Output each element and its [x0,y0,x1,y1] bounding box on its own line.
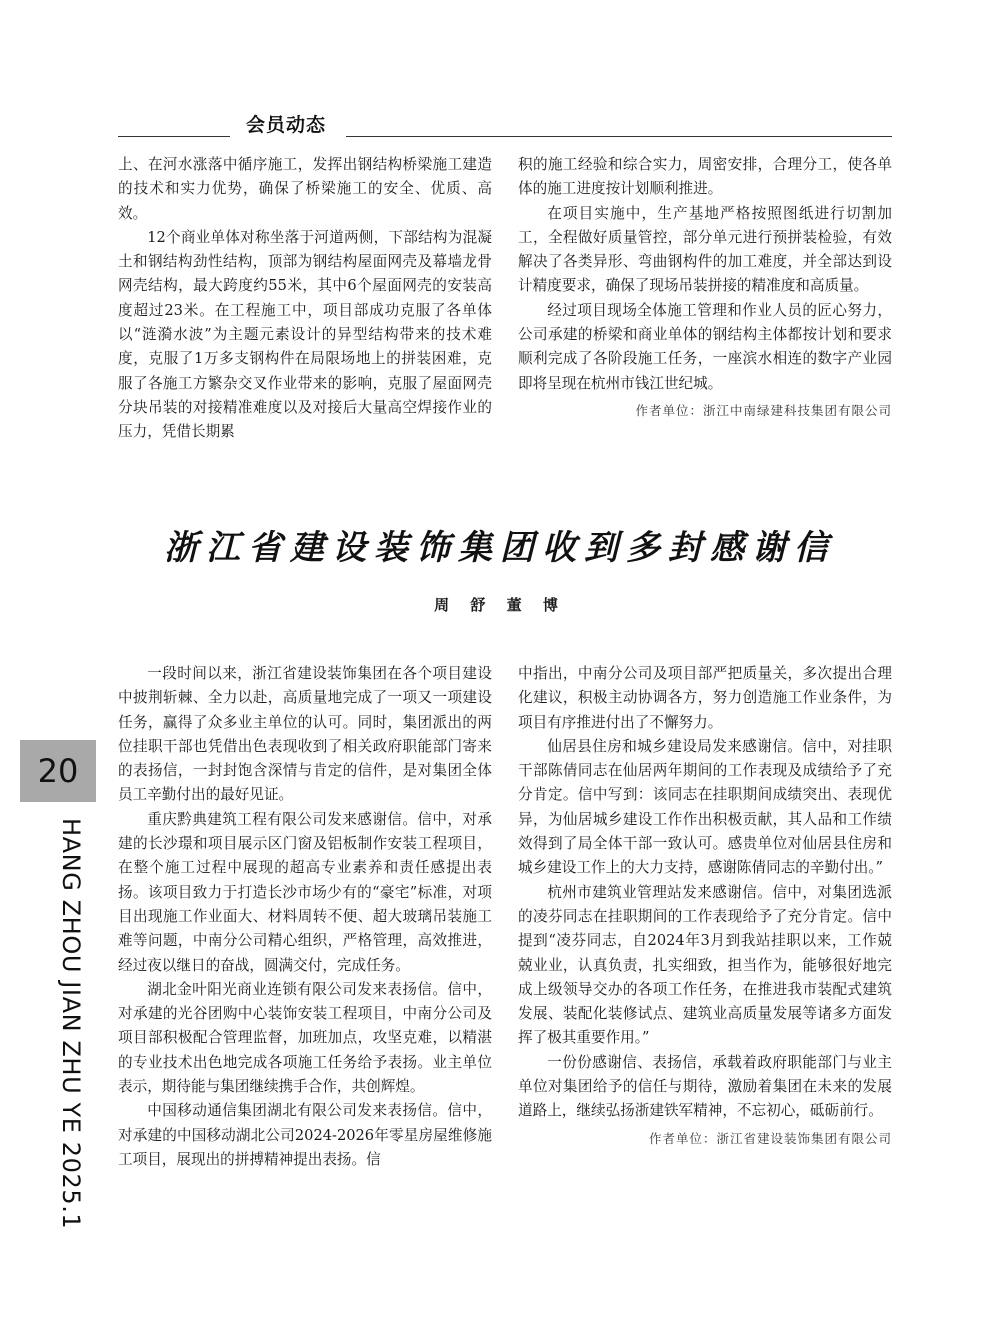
top-article-left-column [118,153,492,445]
main-article-right-column [518,662,892,1151]
paragraph: 湖北金叶阳光商业连锁有限公司发来表扬信。信中，对承建的光谷团购中心装饰安装工程项目，中南分公司及项目部积极配合管理监督，加班加点，攻坚克难，以精湛的专业技术出色地完成各项施工任务给予表扬。业主单位表示，期待能与集团继续携手合作，共创辉煌。 [118,980,492,1096]
paragraph: 中指出，中南分公司及项目部严把质量关，多次提出合理化建议，积极主动协调各方，努力创造施工作业条件，为项目有序推进付出了不懈努力。 [518,665,892,731]
paragraph: 一份份感谢信、表扬信，承载着政府职能部门与业主单位对集团给予的信任与期待，激励着集团在未来的发展道路上，继续弘扬浙建铁军精神，不忘初心，砥砺前行。 [518,1053,892,1120]
paragraph: 杭州市建筑业管理站发来感谢信。信中，对集团选派的凌芬同志在挂职期间的工作表现给予了充分肯定。信中提到“凌芬同志，自2024年3月到我站挂职以来，工作兢兢业业，认真负责，扎实细致，担当作为，能够很好地完成上级领导交办的各项工作任务，在推进我市装配式建筑发展、装配化装修试点、建筑业高质量发展等诸多方面发挥了极其重要作用。” [518,883,892,1047]
paragraph: 重庆黔典建筑工程有限公司发来感谢信。信中，对承建的长沙璟和项目展示区门窗及铝板制作安装工程项目，在整个施工过程中展现的超高专业素养和责任感提出表扬。该项目致力于打造长沙市场少有的“豪宅”标准，对项目出现施工作业面大、材料周转不便、超大玻璃吊装施工难等问题，中南分公司精心组织，严格管理，高效推进，经过夜以继日的奋战，圆满交付，完成任务。 [118,810,492,974]
article-title: 浙江省建设装饰集团收到多封感谢信 [164,528,836,568]
main-article-left-column [118,662,492,1172]
top-article-right-column [518,153,892,423]
top-article-byline: 作者单位：浙江中南绿建科技集团有限公司 [635,402,892,418]
paragraph: 在项目实施中，生产基地严格按照图纸进行切割加工，全程做好质量管控，部分单元进行预拼装检验，有效解决了各类异形、弯曲钢构件的加工难度，并全部达到设计精度要求，确保了现场吊装拼接的精准度和高质量。 [518,204,892,295]
journal-side-label: HANG ZHOU JIAN ZHU YE 2025.1 [57,818,85,1230]
paragraph: 12个商业单体对称坐落于河道两侧，下部结构为混凝土和钢结构劲性结构，顶部为钢结构屋面网壳及幕墙龙骨网壳结构，最大跨度约55米，其中6个屋面网壳的安装高度超过23米。在工程施工中，项目部成功克服了各单体以“涟漪水波”为主题元素设计的异型结构带来的技术难度，克服了1万多支钢构件在局限场地上的拼装困难，克服了各施工方繁杂交叉作业带来的影响，克服了屋面网壳分块吊装的对接精准难度以及对接后大量高空焊接作业的压力，凭借长期累 [118,228,492,441]
paragraph: 仙居县住房和城乡建设局发来感谢信。信中，对挂职干部陈倩同志在仙居两年期间的工作表现及成绩给予了充分肯定。信中写到：该同志在挂职期间成绩突出、表现优异，为仙居城乡建设工作作出积极贡献，其人品和工作绩效得到了局全体干部一致认可。感贵单位对仙居县住房和城乡建设工作上的大力支持，感谢陈倩同志的辛勤付出。” [518,737,892,877]
header-rule-left [118,136,230,137]
header-rule-right [346,136,892,137]
article-author: 周 舒 董 博 [434,596,566,614]
section-label: 会员动态 [246,114,327,136]
main-article-byline: 作者单位：浙江省建设装饰集团有限公司 [648,1130,892,1146]
paragraph: 一段时间以来，浙江省建设装饰集团在各个项目建设中披荆斩棘、全力以赴，高质量地完成了一项又一项建设任务，赢得了众多业主单位的认可。同时，集团派出的两位挂职干部也凭借出色表现收到了相关政府职能部门寄来的表扬信，一封封饱含深情与肯定的信件，是对集团全体员工辛勤付出的最好见证。 [118,665,492,804]
paragraph: 上、在河水涨落中循序施工，发挥出钢结构桥梁施工建造的技术和实力优势，确保了桥梁施工的安全、优质、高效。 [118,156,492,222]
page-number-box [20,740,96,802]
page-number: 20 [37,752,79,790]
paragraph: 中国移动通信集团湖北有限公司发来表扬信。信中，对承建的中国移动湖北公司2024-2026年零星房屋维修施工项目，展现出的拼搏精神提出表扬。信 [118,1102,492,1168]
paragraph: 积的施工经验和综合实力，周密安排，合理分工，使各单体的施工进度按计划顺利推进。 [518,156,892,198]
paragraph: 经过项目现场全体施工管理和作业人员的匠心努力，公司承建的桥梁和商业单体的钢结构主体都按计划和要求顺利完成了各阶段施工任务，一座滨水相连的数字产业园即将呈现在杭州市钱江世纪城。 [518,301,892,392]
